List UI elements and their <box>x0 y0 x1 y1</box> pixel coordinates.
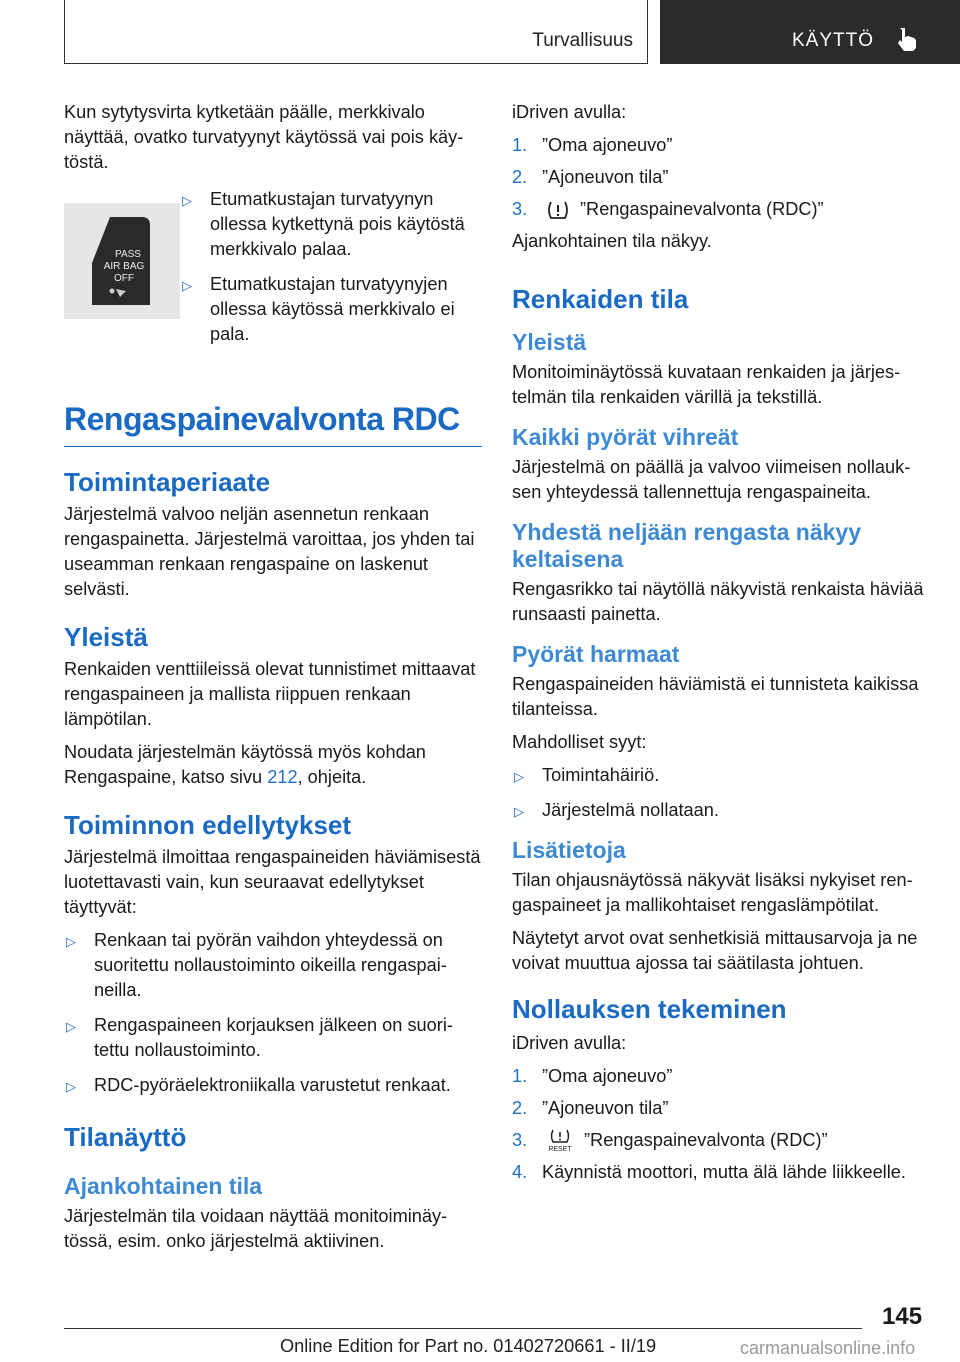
section-heading-reset: Nollauksen tekeminen <box>512 994 787 1024</box>
airbag-indicator-figure <box>64 203 180 319</box>
section-heading-requirements: Toiminnon edellytykset <box>64 810 352 840</box>
right-column <box>512 100 932 1192</box>
tyre-status-general-text: Monitoiminäytössä kuvataan renkaiden ja järjestelmän tila renkaiden värillä ja tekstillä. <box>512 362 901 407</box>
subsection-heading-grey: Pyörät harmaat <box>512 641 680 667</box>
airbag-label-line-3: OFF <box>114 273 134 284</box>
triangle-marker-icon: ▷ <box>66 934 76 949</box>
section-heading-tyre-status: Renkaiden tila <box>512 284 689 314</box>
requirements-list <box>64 928 482 1098</box>
header-section-box <box>64 0 648 64</box>
header-section-title: Turvallisuus <box>532 30 633 51</box>
subsection-heading-yellow: Yhdestä neljään rengasta näkyy keltaisena <box>512 519 861 572</box>
triangle-marker-icon: ▷ <box>182 193 192 208</box>
pass-airbag-off-icon <box>80 211 164 311</box>
possible-causes-list <box>512 763 932 823</box>
subsection-heading-general: Yleistä <box>512 329 587 355</box>
triangle-marker-icon: ▷ <box>66 1019 76 1034</box>
subsection-heading-all-green: Kaikki pyörät vihreät <box>512 424 739 450</box>
principle-text: Järjestelmä valvoo neljän asennetun renkaan rengaspainetta. Järjestelmä varoittaa, jos yhden tai useamman renkaan rengaspaine on laskenut selvästi. <box>64 504 475 599</box>
triangle-marker-icon: ▷ <box>66 1079 76 1094</box>
list-item: 1. ”Oma ajoneuvo” <box>512 1066 673 1086</box>
hand-pointer-icon <box>896 26 918 52</box>
idrive-label-2: iDriven avulla: <box>512 1033 627 1053</box>
airbag-figure-row <box>64 187 482 365</box>
watermark-brand: carmanualsonline.info <box>740 1338 916 1358</box>
list-item: ▷ Etumatkustajan turvatyynyjen ollessa käytössä merkkivalo ei pala. <box>182 274 455 344</box>
additional-info-text-1: Tilan ohjausnäytössä näkyvät lisäksi nykyiset rengaspaineet ja mallikohtaiset rengaslämpötilat. <box>512 870 913 915</box>
triangle-marker-icon: ▷ <box>514 804 524 819</box>
airbag-bullet-list <box>180 187 482 357</box>
grey-text: Rengaspaineiden häviämistä ei tunnisteta kaikissa tilanteissa. <box>512 674 919 719</box>
page-number: 145 <box>882 1303 923 1330</box>
header-chapter-box <box>660 0 960 64</box>
edition-text: Online Edition for Part no. 01402720661 - II/19 <box>280 1336 657 1356</box>
airbag-label-line-2: AIR BAG <box>103 261 145 272</box>
left-column <box>64 100 482 1262</box>
footer-divider <box>64 1328 862 1329</box>
airbag-intro: Kun sytytysvirta kytketään päälle, merkkivalo näyttää, ovatko turvatyynyt käytössä vai pois käytöstä. <box>64 102 464 172</box>
state-visible-text: Ajankohtainen tila näkyy. <box>512 231 712 251</box>
idrive-steps-1 <box>512 133 932 222</box>
list-item: ▷ Järjestelmä nollataan. <box>512 798 932 823</box>
current-state-text: Järjestelmän tila voidaan näyttää monitoiminäytössä, esim. onko järjestelmä aktiivinen. <box>64 1206 448 1251</box>
yellow-text: Rengasrikko tai näytöllä näkyvistä renkaista häviää runsaasti painetta. <box>512 579 924 624</box>
list-item: 2. ”Ajoneuvon tila” <box>512 1098 669 1118</box>
subsection-heading-current-state: Ajankohtainen tila <box>64 1173 263 1199</box>
list-item: ▷ RDC-pyöräelektroniikalla varustetut renkaat. <box>64 1073 482 1098</box>
requirements-text: Järjestelmä ilmoittaa rengaspaineiden häviämisestä luotettavasti vain, kun seuraavat edellytykset täyttyvät: <box>64 847 481 917</box>
list-item: ▷ Etumatkustajan turvatyynyn ollessa kytkettynä pois käytöstä merkkivalo palaa. <box>182 189 465 259</box>
list-item: ▷ Toimintahäiriö. <box>512 763 932 788</box>
idrive-steps-2 <box>512 1064 932 1185</box>
idrive-label-1: iDriven avulla: <box>512 102 627 122</box>
triangle-marker-icon: ▷ <box>514 769 524 784</box>
airbag-label-line-1: PASS <box>115 249 141 260</box>
list-item: ▷ Renkaan tai pyörän vaihdon yhteydessä on suoritettu nollaustoiminto oikeilla rengaspaineilla. <box>66 930 447 1000</box>
list-item: 3. ”Rengaspainevalvonta (RDC)” <box>512 199 824 219</box>
section-heading-principle: Toimintaperiaate <box>64 467 271 497</box>
all-green-text: Järjestelmä on päällä ja valvoo viimeisen nollauksen yhteydessä tallennettuja rengaspaineita. <box>512 457 911 502</box>
list-item: 2. ”Ajoneuvon tila” <box>512 167 669 187</box>
reset-label: RESET <box>548 1146 572 1154</box>
tire-pressure-reset-icon <box>546 1129 574 1153</box>
page-reference-link[interactable]: 212 <box>267 767 298 787</box>
general-text: Renkaiden venttiileissä olevat tunnistimet mittaavat rengaspaineen ja mallista riippuen renkaan lämpötilan. <box>64 659 476 729</box>
subsection-heading-additional-info: Lisätietoja <box>512 837 626 863</box>
list-item: 3. RESET ”Rengaspainevalvonta (RDC)” <box>512 1130 828 1154</box>
list-item: 1. ”Oma ajoneuvo” <box>512 135 673 155</box>
triangle-marker-icon: ▷ <box>182 278 192 293</box>
additional-info-text-2: Näytetyt arvot ovat senhetkisiä mittausarvoja ja ne voivat muuttua ajossa tai säätilasta johtuen. <box>512 928 918 973</box>
header-chapter-title: KÄYTTÖ <box>792 30 875 51</box>
general-reference: Noudata järjestelmän käytössä myös kohdan Rengaspaine, katso sivu 212, ohjeita. <box>64 742 426 787</box>
section-heading-status-display: Tilanäyttö <box>64 1122 187 1152</box>
possible-causes-label: Mahdolliset syyt: <box>512 732 647 752</box>
section-heading-general: Yleistä <box>64 622 148 652</box>
tire-pressure-icon <box>546 200 570 220</box>
list-item: ▷ Rengaspaineen korjauksen jälkeen on suoritettu nollaustoiminto. <box>66 1015 453 1060</box>
chapter-heading: Rengaspainevalvonta RDC <box>64 401 482 447</box>
list-item: 4. Käynnistä moottori, mutta älä lähde liikkeelle. <box>512 1162 906 1183</box>
